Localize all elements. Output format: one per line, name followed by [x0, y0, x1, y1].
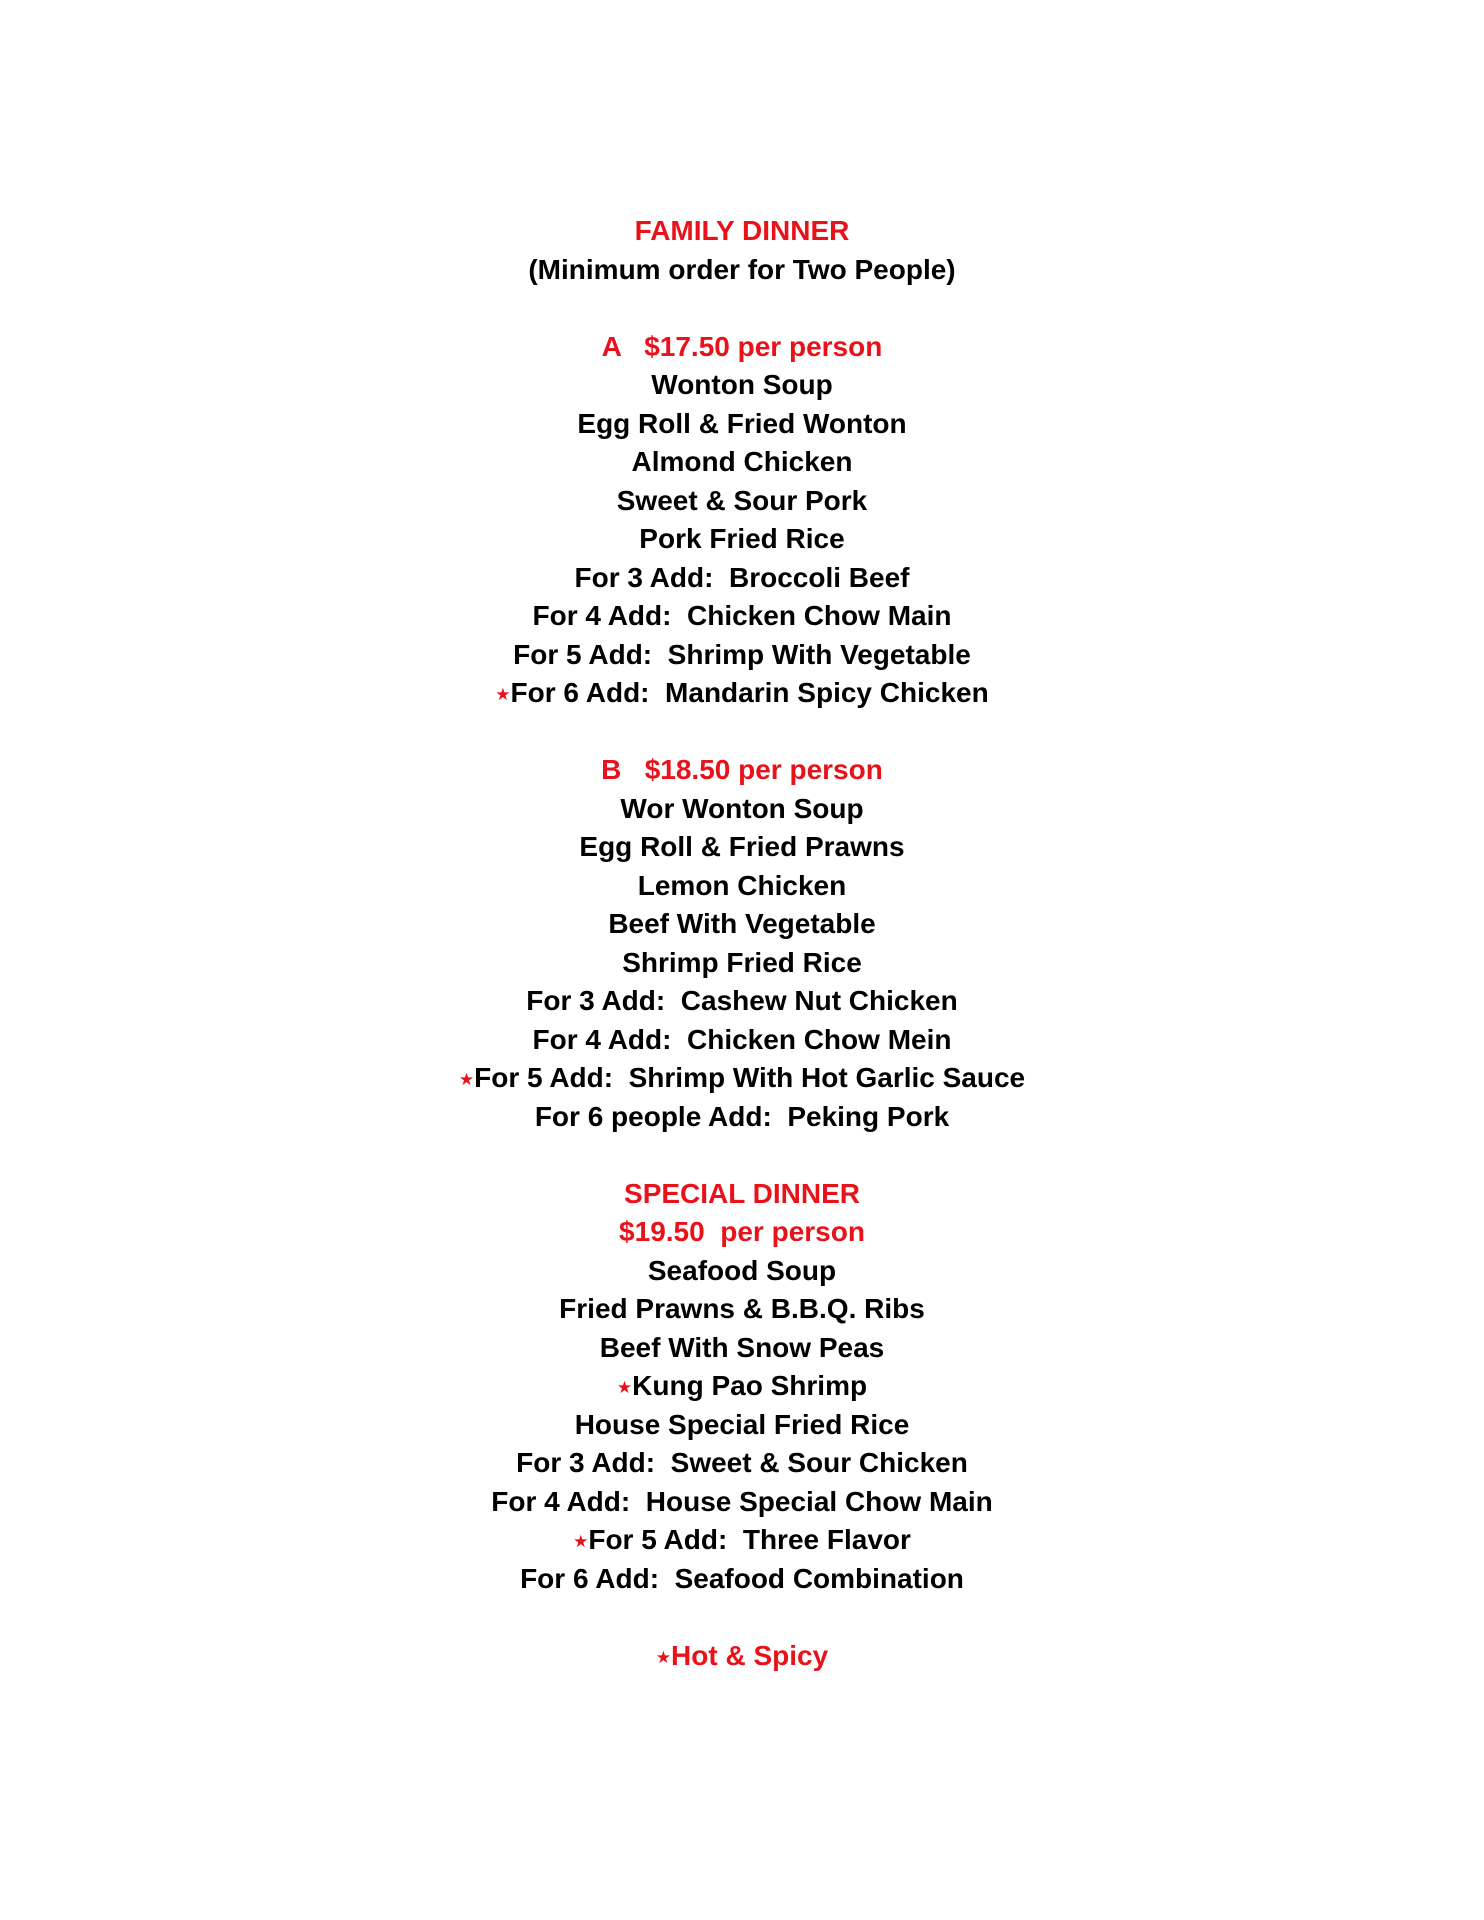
menu-item: For 3 Add: Sweet & Sour Chicken	[516, 1447, 968, 1478]
menu-item-spicy	[0, 1521, 1484, 1560]
menu-item-spicy	[0, 674, 1484, 713]
star-icon: ★	[616, 1378, 633, 1397]
menu-item: House Special Fried Rice	[574, 1408, 910, 1440]
menu-item: Shrimp Fried Rice	[622, 946, 862, 978]
menu-item: For 3 Add: Cashew Nut Chicken	[526, 985, 958, 1016]
menu-item: Lemon Chicken	[637, 869, 847, 901]
special-dinner-price: $19.50 per person	[619, 1216, 865, 1247]
menu-item: Wonton Soup	[651, 369, 833, 400]
special-dinner-title: SPECIAL DINNER	[624, 1177, 860, 1209]
star-icon: ★	[458, 1070, 475, 1089]
menu-item: Almond Chicken	[631, 446, 853, 477]
menu-item-label: For 5 Add: Shrimp With Hot Garlic Sauce	[474, 1062, 1026, 1093]
legend-label: Hot & Spicy	[671, 1639, 829, 1671]
menu-b-header: B $18.50 per person	[601, 754, 883, 785]
menu-item: Egg Roll & Fried Prawns	[579, 831, 905, 862]
spacer	[0, 1598, 1484, 1637]
star-icon: ★	[573, 1532, 589, 1551]
family-dinner-menu	[0, 212, 1484, 1675]
spacer	[0, 713, 1484, 752]
menu-item: Wor Wonton Soup	[620, 792, 864, 824]
spacer	[0, 1136, 1484, 1175]
menu-item: For 6 people Add: Peking Pork	[534, 1100, 950, 1132]
menu-item: For 5 Add: Shrimp With Vegetable	[513, 638, 971, 670]
menu-item: For 4 Add: Chicken Chow Mein	[532, 1023, 952, 1055]
menu-item: For 4 Add: Chicken Chow Main	[532, 600, 952, 631]
menu-a-header: A $17.50 per person	[601, 330, 883, 362]
menu-item: For 3 Add: Broccoli Beef	[574, 561, 910, 593]
menu-item: Beef With Snow Peas	[599, 1331, 885, 1363]
menu-item: Fried Prawns & B.B.Q. Ribs	[559, 1293, 925, 1324]
hot-spicy-legend	[0, 1637, 1484, 1676]
menu-item: Sweet & Sour Pork	[616, 484, 868, 516]
menu-item-label: For 5 Add: Three Flavor	[588, 1524, 911, 1555]
family-dinner-subtitle: (Minimum order for Two People)	[528, 253, 956, 285]
menu-item: Egg Roll & Fried Wonton	[577, 407, 907, 439]
menu-item-label: Kung Pao Shrimp	[632, 1370, 868, 1401]
menu-item: Seafood Soup	[647, 1254, 837, 1286]
menu-item-label: For 6 Add: Mandarin Spicy Chicken	[510, 677, 989, 708]
star-icon: ★	[655, 1647, 672, 1667]
menu-item: Beef With Vegetable	[608, 908, 876, 939]
family-dinner-title: FAMILY DINNER	[634, 215, 850, 246]
menu-item: For 6 Add: Seafood Combination	[520, 1562, 964, 1594]
star-icon: ★	[495, 685, 511, 704]
menu-item-spicy	[0, 1367, 1484, 1406]
menu-item: For 4 Add: House Special Chow Main	[491, 1485, 993, 1517]
spacer	[0, 289, 1484, 328]
menu-item: Pork Fried Rice	[639, 523, 845, 554]
menu-item-spicy	[0, 1059, 1484, 1098]
